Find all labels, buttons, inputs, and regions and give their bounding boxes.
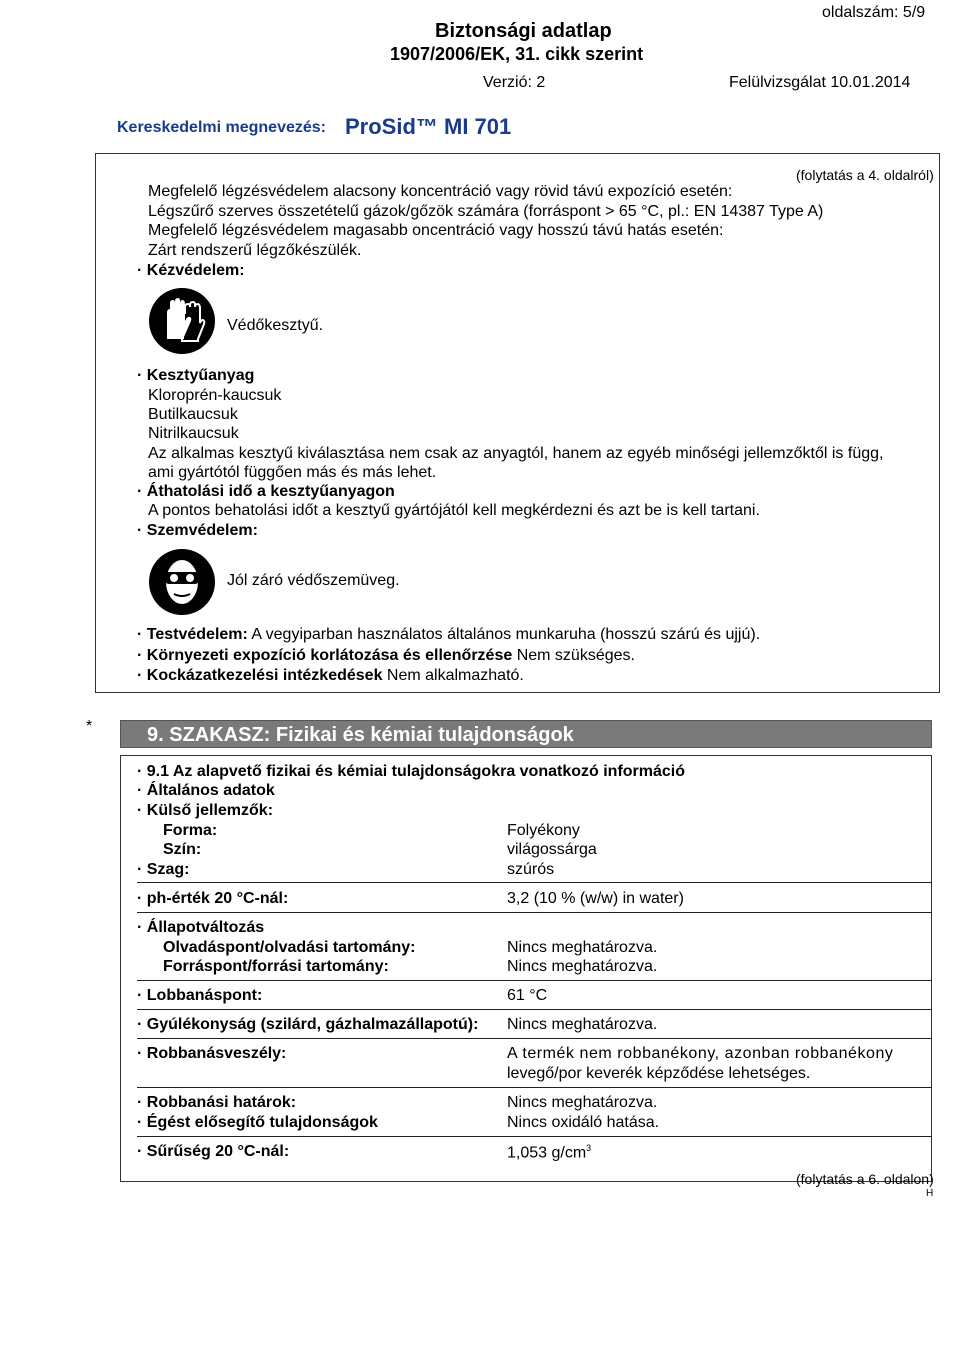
density-number: 1,053 g/cm (507, 1144, 587, 1162)
explosion-limits-label: · Robbanási határok: (137, 1094, 297, 1111)
environmental-exposure-text: Nem szükséges. (512, 647, 635, 664)
divider (137, 980, 932, 981)
risk-management-text: Nem alkalmazható. (382, 667, 524, 684)
flash-point-value: 61 °C (507, 987, 548, 1004)
environmental-exposure-row (137, 647, 635, 665)
divider (137, 1009, 932, 1010)
subsection-9-1-title: · 9.1 Az alapvető fizikai és kémiai tulajdonságokra vonatkozó információ (137, 763, 686, 780)
continued-to-note: (folytatás a 6. oldalon) (796, 1171, 934, 1187)
body-protection-label: · Testvédelem: (137, 626, 248, 643)
gloves-text: Védőkesztyű. (227, 317, 324, 334)
density-value (507, 1143, 591, 1162)
boiling-point-label: Forráspont/forrási tartomány: (163, 958, 389, 975)
breakthrough-label: · Áthatolási idő a kesztyűanyagon (137, 483, 395, 500)
gloves-icon (148, 287, 216, 355)
general-info-label: · Általános adatok (137, 782, 275, 799)
goggles-icon (148, 548, 216, 616)
respiratory-line-3: Megfelelő légzésvédelem magasabb oncentráció vagy hosszú távú hatás esetén: (148, 222, 724, 239)
respiratory-line-1: Megfelelő légzésvédelem alacsony koncentráció vagy rövid távú expozíció esetén: (148, 183, 733, 200)
hand-protection-label: · Kézvédelem: (137, 262, 245, 279)
section-9-title: 9. SZAKASZ: Fizikai és kémiai tulajdonságok (147, 724, 574, 746)
divider (137, 1087, 932, 1088)
version-label: Verzió: 2 (483, 74, 546, 91)
risk-management-label: · Kockázatkezelési intézkedések (137, 667, 383, 684)
glove-note-line-2: ami gyártótól függően más és más lehet. (148, 464, 437, 481)
boiling-point-value: Nincs meghatározva. (507, 958, 658, 975)
goggles-text: Jól záró védőszemüveg. (227, 572, 400, 589)
divider (137, 912, 932, 913)
density-label: · Sűrűség 20 °C-nál: (137, 1143, 290, 1160)
flammability-value: Nincs meghatározva. (507, 1016, 658, 1033)
body-protection-row (137, 626, 760, 644)
oxidizing-properties-label: · Égést elősegítő tulajdonságok (137, 1114, 378, 1131)
divider (137, 882, 932, 883)
flammability-label: · Gyúlékonyság (szilárd, gázhalmazállapotú): (137, 1016, 479, 1033)
melting-point-value: Nincs meghatározva. (507, 939, 658, 956)
odor-label: · Szag: (137, 861, 190, 878)
risk-management-row (137, 667, 524, 685)
odor-value: szúrós (507, 861, 555, 878)
explosion-hazard-value-line-2: levegő/por keverék képződése lehetséges. (507, 1065, 811, 1082)
respiratory-line-2: Légszűrő szerves összetételű gázok/gőzök számára (forráspont > 65 °C, pl.: EN 14387 Type A) (148, 203, 824, 220)
glove-material-1: Kloroprén-kaucsuk (148, 387, 282, 404)
product-name: ProSid™ MI 701 (345, 114, 512, 139)
glove-material-3: Nitrilkaucsuk (148, 425, 239, 442)
footer-mark: H (926, 1188, 934, 1199)
explosion-limits-value: Nincs meghatározva. (507, 1094, 658, 1111)
body-protection-text: A vegyiparban használatos általános munkaruha (hosszú szárú és ujjú). (247, 626, 761, 643)
ph-label: · ph-érték 20 °C-nál: (137, 890, 289, 907)
page-number: oldalszám: 5/9 (822, 4, 926, 21)
explosion-hazard-label: · Robbanásveszély: (137, 1045, 287, 1062)
document-title: Biztonsági adatlap (435, 20, 612, 42)
change-marker: * (86, 718, 93, 735)
appearance-label: · Külső jellemzők: (137, 802, 274, 819)
state-change-label: · Állapotváltozás (137, 919, 265, 936)
divider (137, 1136, 932, 1137)
glove-material-label: · Kesztyűanyag (137, 367, 255, 384)
divider (137, 1038, 932, 1039)
color-label: Szín: (163, 841, 202, 858)
form-value: Folyékony (507, 822, 580, 839)
trade-name-label: Kereskedelmi megnevezés: (117, 119, 326, 136)
eye-protection-label: · Szemvédelem: (137, 522, 258, 539)
revision-date: Felülvizsgálat 10.01.2014 (729, 74, 911, 91)
ph-value: 3,2 (10 % (w/w) in water) (507, 890, 684, 907)
regulation-reference: 1907/2006/EK, 31. cikk szerint (390, 44, 644, 64)
form-label: Forma: (163, 822, 218, 839)
environmental-exposure-label: · Környezeti expozíció korlátozása és ellenőrzése (137, 647, 513, 664)
continued-from-note: (folytatás a 4. oldalról) (796, 167, 934, 183)
flash-point-label: · Lobbanáspont: (137, 987, 263, 1004)
oxidizing-properties-value: Nincs oxidáló hatása. (507, 1114, 660, 1131)
breakthrough-text: A pontos behatolási időt a kesztyű gyártójától kell megkérdezni és azt be is kell tartani. (148, 502, 760, 519)
color-value: világossárga (507, 841, 597, 858)
section-9-header-bar (120, 720, 932, 748)
respiratory-line-4: Zárt rendszerű légzőkészülék. (148, 242, 362, 259)
explosion-hazard-value-line-1: A termék nem robbanékony, azonban robbanékony (507, 1045, 894, 1062)
glove-material-2: Butilkaucsuk (148, 406, 238, 423)
density-superscript: 3 (586, 1143, 592, 1153)
glove-note-line-1: Az alkalmas kesztyű kiválasztása nem csak az anyagtól, hanem az egyéb minőségi jellemzőktől is függ, (148, 445, 884, 462)
melting-point-label: Olvadáspont/olvadási tartomány: (163, 939, 416, 956)
